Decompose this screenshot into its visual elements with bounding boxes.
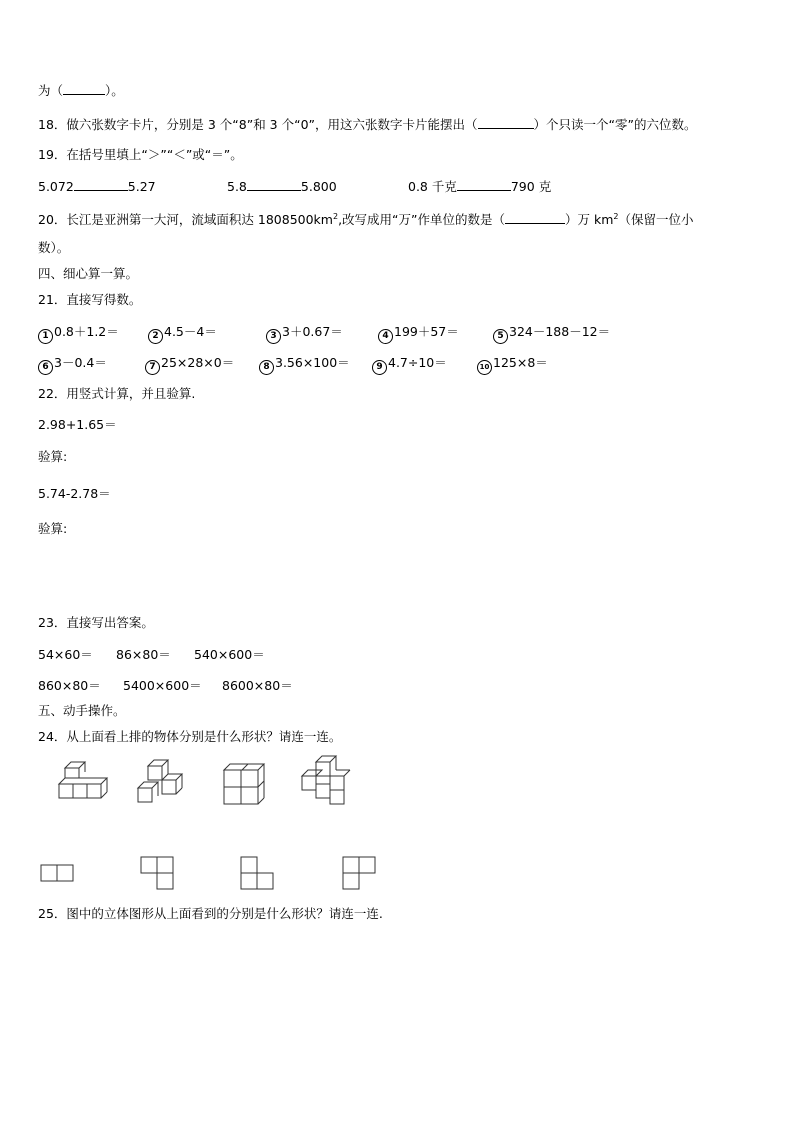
q21-item-2: 2 4.5－4＝ xyxy=(148,324,217,344)
q18-answer-blank[interactable] xyxy=(478,116,534,129)
q21-item-10: 10 125×8＝ xyxy=(477,355,548,375)
q23-expr: 86×80＝ xyxy=(116,647,171,662)
q22-check-2: 验算: xyxy=(38,521,68,536)
q23-expr: 5400×600＝ xyxy=(123,678,202,693)
cube-figure-4[interactable] xyxy=(300,756,354,808)
top-view-shape-4[interactable] xyxy=(342,856,382,892)
question-25: 25．图中的立体图形从上面看到的分别是什么形状？请连一连. xyxy=(38,906,383,921)
q21-item-5: 5 324－188－12＝ xyxy=(493,324,610,344)
top-view-shape-2[interactable] xyxy=(140,856,180,892)
q23-expr: 8600×80＝ xyxy=(222,678,293,693)
q20-answer-blank[interactable] xyxy=(505,211,565,224)
q21-item-4: 4 199＋57＝ xyxy=(378,324,459,344)
q21-item-7: 7 25×28×0＝ xyxy=(145,355,234,375)
q19-blank-1[interactable] xyxy=(74,178,128,191)
q21-item-1: 1 0.8＋1.2＝ xyxy=(38,324,119,344)
q19-item-1: 5.072 5.27 xyxy=(38,179,156,194)
q21-item-8: 8 3.56×100＝ xyxy=(259,355,350,375)
q21-item-3: 3 3＋0.67＝ xyxy=(266,324,343,344)
cube-figure-2[interactable] xyxy=(136,760,190,810)
q19-item-2: 5.8 5.800 xyxy=(227,179,337,194)
q17-answer-blank[interactable] xyxy=(63,82,105,95)
top-view-shape-3[interactable] xyxy=(240,856,280,892)
question-20: 20．长江是亚洲第一大河，流域面积达 $1808500km^2$,改写成用“万”作单位的数是（ ）万 $km^2$（保留一位小 xyxy=(38,212,694,228)
q22-expr-1: 2.98+1.65＝ xyxy=(38,417,117,432)
question-19: 19．在括号里填上“＞”“＜”或“＝”。 xyxy=(38,147,243,162)
q20-line-2: 数）。 xyxy=(38,240,70,255)
question-21: 21．直接写得数。 xyxy=(38,292,142,307)
cube-figure-3[interactable] xyxy=(222,762,268,808)
q22-check-1: 验算: xyxy=(38,449,68,464)
q17-tail: 为（ ）。 xyxy=(38,83,124,98)
section-4-heading: 四、细心算一算。 xyxy=(38,266,139,281)
question-22: 22．用竖式计算，并且验算. xyxy=(38,386,196,401)
question-24: 24．从上面看上排的物体分别是什么形状？请连一连。 xyxy=(38,729,342,744)
q19-blank-3[interactable] xyxy=(457,178,511,191)
cube-figure-1[interactable] xyxy=(55,770,105,806)
section-5-heading: 五、动手操作。 xyxy=(38,703,126,718)
q23-expr: 54×60＝ xyxy=(38,647,93,662)
q23-expr: 860×80＝ xyxy=(38,678,101,693)
q23-expr: 540×600＝ xyxy=(194,647,265,662)
question-23: 23．直接写出答案。 xyxy=(38,615,154,630)
q19-blank-2[interactable] xyxy=(247,178,301,191)
q21-item-9: 9 4.7÷10＝ xyxy=(372,355,447,375)
question-18: 18．做六张数字卡片，分别是 3 个“8”和 3 个“0”，用这六张数字卡片能摆出（ ）个只读一个“零”的六位数。 xyxy=(38,117,697,132)
q21-item-6: 6 3－0.4＝ xyxy=(38,355,107,375)
q19-item-3: 0.8 千克 790 克 xyxy=(408,179,552,194)
q22-expr-2: 5.74-2.78＝ xyxy=(38,486,111,501)
top-view-shape-1[interactable] xyxy=(40,864,76,884)
